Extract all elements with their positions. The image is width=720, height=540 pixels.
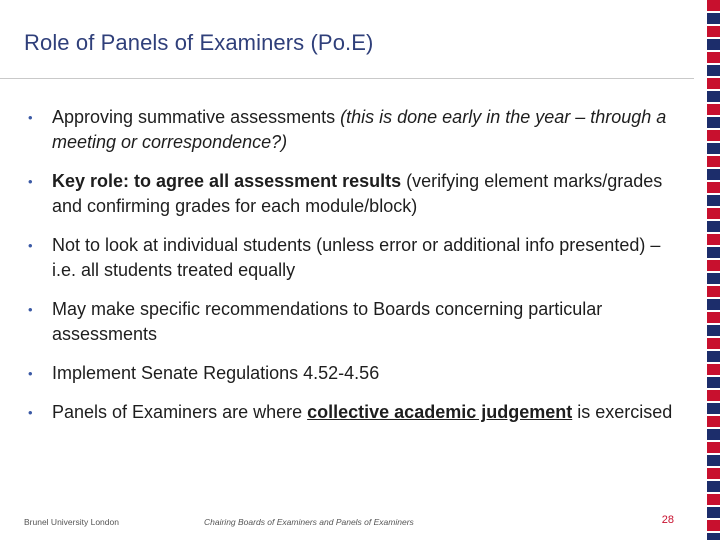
bullet-item [26,297,686,347]
bullet-text-segment: Key role: to agree all assessment results [52,171,402,191]
slide-footer [0,510,694,530]
footer-presentation-title: Chairing Boards of Examiners and Panels of Examiners [204,517,414,527]
bullet-text-segment: May make specific recommendations to Boards concerning particular assessments [52,299,603,344]
bullet-text-segment: (verifying element marks/grades and confirming grades for each module/block) [52,171,663,216]
bullet-item [26,233,686,283]
bullet-text-segment: collective academic judgement [307,402,573,422]
bullet-text-segment: is exercised [572,402,673,422]
bullet-item [26,169,686,219]
bullet-item [26,400,686,425]
brand-stripe-bar [707,0,720,540]
bullet-list [26,105,686,439]
bullet-icon: • [28,302,33,317]
bullet-text-segment: Panels of Examiners are where [52,402,308,422]
title-divider [0,78,694,79]
bullet-item [26,105,686,155]
page-number: 28 [661,514,674,526]
bullet-icon: • [28,110,33,125]
bullet-icon: • [28,174,33,189]
bullet-item [26,361,686,386]
footer-organization: Brunel University London [24,517,119,527]
bullet-text-segment: Implement Senate Regulations 4.52-4.56 [52,363,380,383]
bullet-text-segment: Not to look at individual students (unless error or additional info presented) – i.e. all students treated equally [52,235,661,280]
bullet-icon: • [28,238,33,253]
bullet-icon: • [28,405,33,420]
bullet-text-segment: Approving summative assessments [52,107,341,127]
bullet-text-segment: (this is done early in the year – through a meeting or correspondence?) [52,107,667,152]
slide-title: Role of Panels of Examiners (Po.E) [24,30,374,55]
bullet-icon: • [28,366,33,381]
